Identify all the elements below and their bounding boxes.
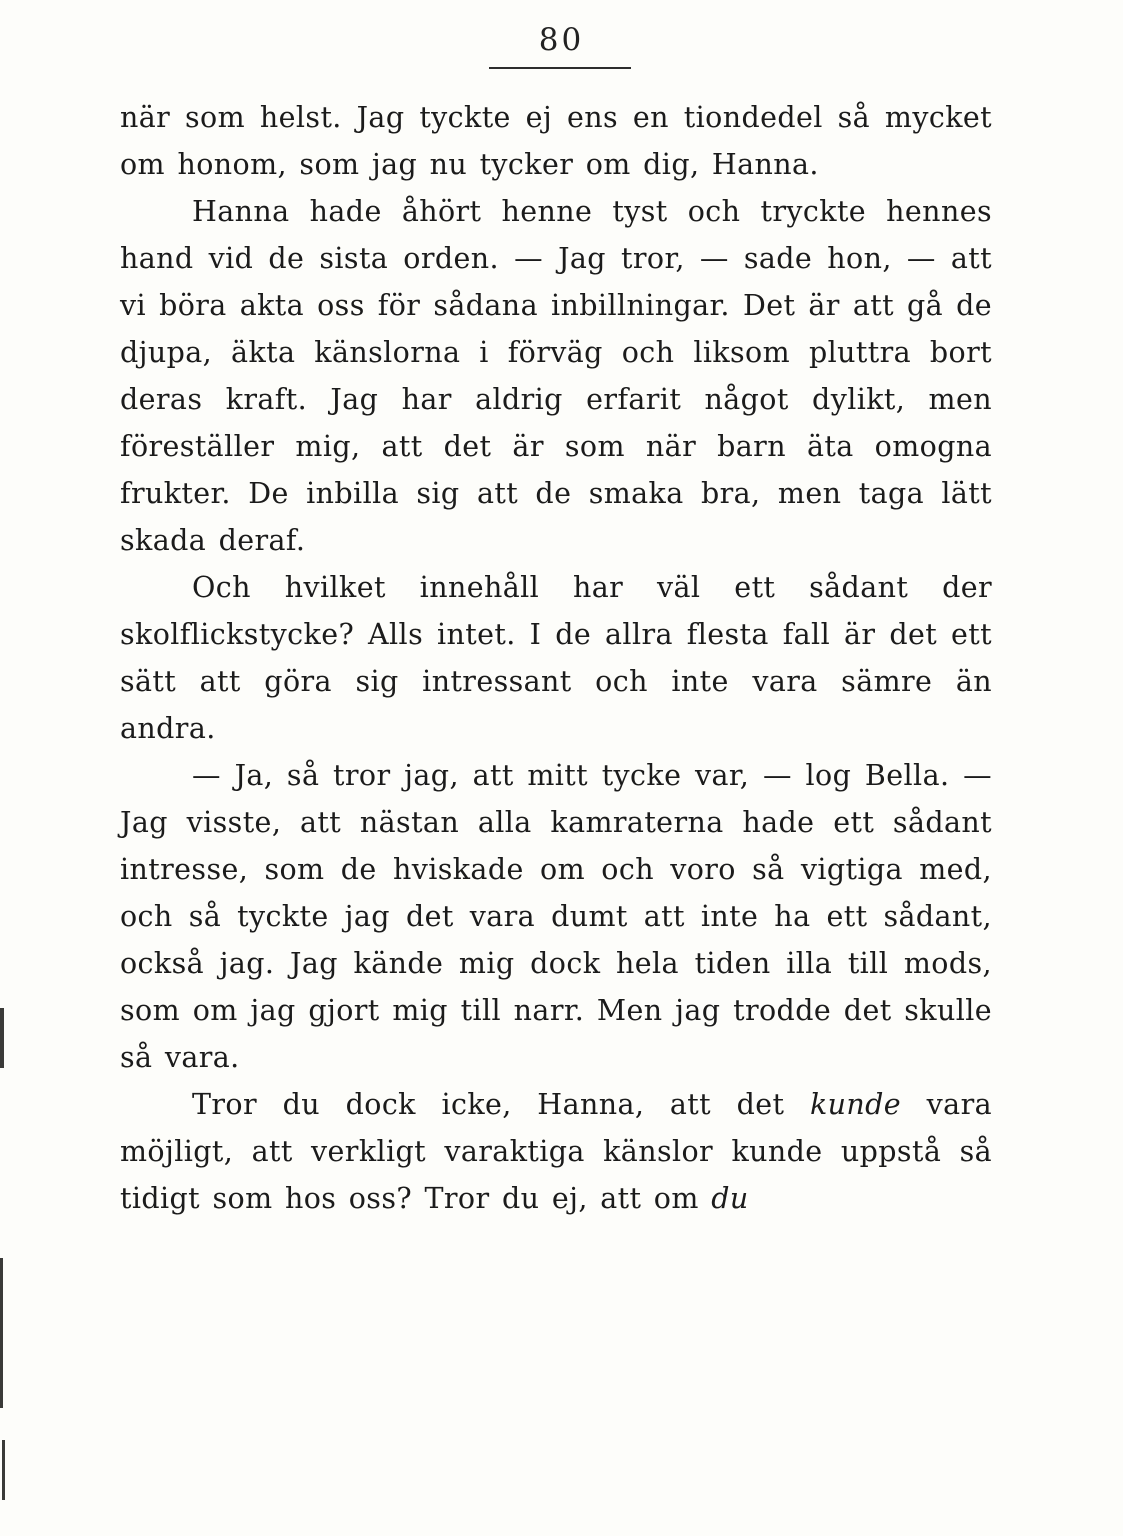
paragraph-5-italic-kunde: kunde	[809, 1088, 902, 1121]
paragraph-2-text: Hanna hade åhört henne tyst och tryckte hennes hand vid de sista orden. — Jag tror, — sade hon, — att vi böra akta oss för sådana inbillningar. Det är att gå de djupa, äkta känslorna i förväg och liksom pluttra bort deras kraft. Jag har aldrig erfarit något dylikt, men föreställer mig, att det är som när barn äta omogna frukter. De inbilla sig att de smaka bra, men taga lätt skada deraf.	[120, 195, 992, 557]
paragraph-1	[120, 94, 992, 188]
page-number: 80	[538, 22, 585, 58]
paragraph-5-segment-1: Tror du dock icke, Hanna, att det	[192, 1088, 810, 1121]
paragraph-3	[120, 564, 992, 752]
scan-artifact	[0, 1008, 4, 1068]
paragraph-5-italic-du: du	[711, 1182, 749, 1215]
paragraph-2	[120, 188, 992, 564]
paragraph-3-text: Och hvilket innehåll har väl ett sådant der skolflickstycke? Alls intet. I de allra flesta fall är det ett sätt att göra sig intressant och inte vara sämre än andra.	[120, 571, 992, 745]
scan-artifact	[2, 1440, 5, 1500]
paragraph-5	[120, 1081, 992, 1222]
paragraph-1-text: när som helst. Jag tyckte ej ens en tiondedel så mycket om honom, som jag nu tycker om dig, Hanna.	[120, 101, 992, 181]
paragraph-4-text: — Ja, så tror jag, att mitt tycke var, — log Bella. — Jag visste, att nästan alla kamraterna hade ett sådant intresse, som de hviskade om och voro så vigtiga med, och så tyckte jag det vara dumt att inte ha ett sådant, också jag. Jag kände mig dock hela tiden illa till mods, som om jag gjort mig till narr. Men jag trodde det skulle så vara.	[120, 759, 992, 1074]
scan-artifact	[0, 1258, 3, 1408]
paragraph-4	[120, 752, 992, 1081]
text-block	[120, 94, 992, 1222]
paragraph-5-segment-3: vara möjligt, att verkligt varaktiga känslor kunde uppstå så tidigt som hos oss? Tror du ej, att om	[120, 1088, 992, 1215]
page-number-underline	[489, 67, 631, 69]
